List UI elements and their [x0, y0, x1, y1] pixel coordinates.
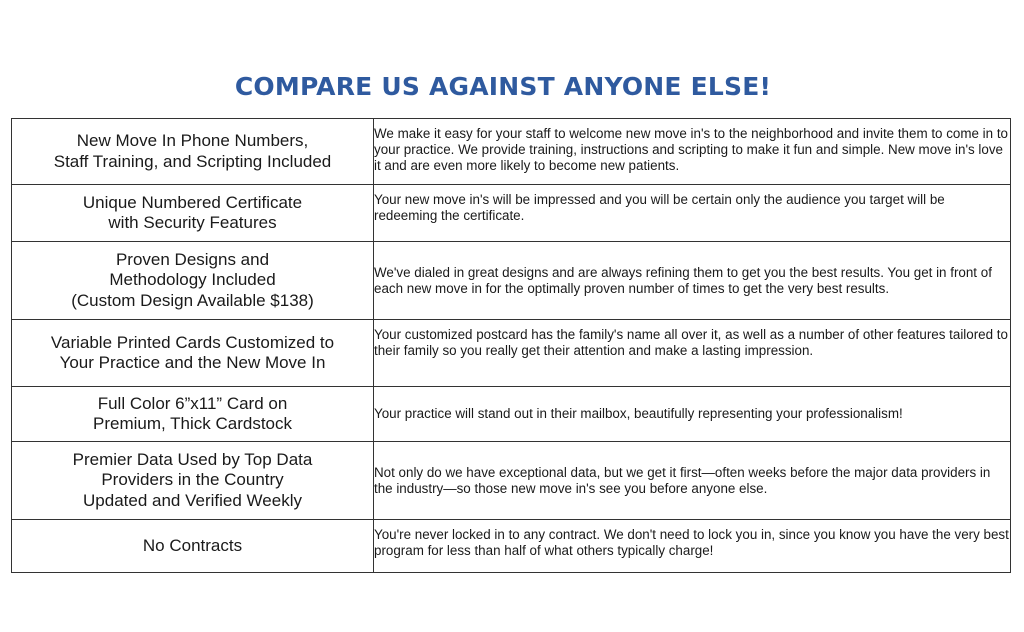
- feature-cell: Proven Designs and Methodology Included (Custom Design Available $138): [12, 242, 374, 320]
- description-cell: Your customized postcard has the family's name all over it, as well as a number of other features tailored to their family so you really get their attention and make a lasting impression.: [374, 320, 1011, 387]
- table-row: [12, 442, 1011, 520]
- description-cell: We've dialed in great designs and are always refining them to get you the best results. You get in front of each new move in for the optimally proven number of times to get the very best results.: [374, 242, 1011, 320]
- table-row: [12, 320, 1011, 387]
- feature-cell: Full Color 6”x11” Card on Premium, Thick Cardstock: [12, 387, 374, 442]
- description-cell: Not only do we have exceptional data, but we get it first—often weeks before the major data providers in the industry—so those new move in's see you before anyone else.: [374, 442, 1011, 520]
- description-cell: You're never locked in to any contract. We don't need to lock you in, since you know you have the very best program for less than half of what others typically charge!: [374, 520, 1011, 573]
- page-title: COMPARE US AGAINST ANYONE ELSE!: [234, 72, 772, 101]
- feature-cell: New Move In Phone Numbers, Staff Training, and Scripting Included: [12, 119, 374, 185]
- feature-cell: Variable Printed Cards Customized to Your Practice and the New Move In: [12, 320, 374, 387]
- feature-cell: Unique Numbered Certificate with Security Features: [12, 185, 374, 242]
- feature-cell: Premier Data Used by Top Data Providers in the Country Updated and Verified Weekly: [12, 442, 374, 520]
- comparison-table: [11, 118, 1011, 573]
- table-row: [12, 119, 1011, 185]
- table-row: [12, 242, 1011, 320]
- table-row: [12, 387, 1011, 442]
- table-row: [12, 520, 1011, 573]
- feature-cell: No Contracts: [12, 520, 374, 573]
- description-cell: Your practice will stand out in their mailbox, beautifully representing your professionalism!: [374, 387, 1011, 442]
- description-cell: Your new move in's will be impressed and you will be certain only the audience you target will be redeeming the certificate.: [374, 185, 1011, 242]
- table-row: [12, 185, 1011, 242]
- description-cell: We make it easy for your staff to welcome new move in's to the neighborhood and invite them to come in to your practice. We provide training, instructions and scripting to make it fun and simple. New move in's love it and are even more likely to become new patients.: [374, 119, 1011, 185]
